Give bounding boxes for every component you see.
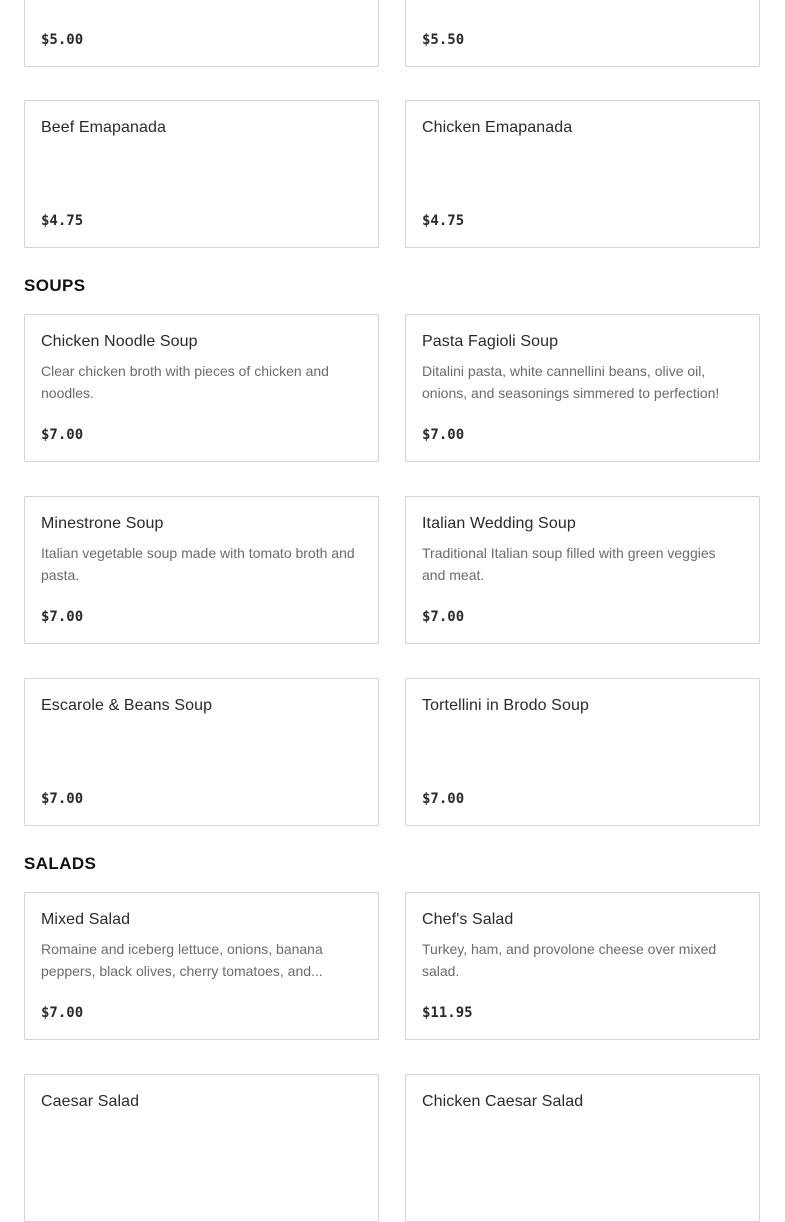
item-name: Mixed Salad [41, 911, 131, 928]
menu-item-card[interactable] [405, 100, 760, 248]
item-name: Pasta Fagioli Soup [422, 333, 559, 350]
menu-item-card[interactable] [24, 1074, 379, 1222]
menu-item-card[interactable] [24, 892, 379, 1040]
item-description: Clear chicken broth with pieces of chicken and noodles. [41, 363, 329, 401]
item-price: $7.00 [41, 427, 84, 443]
item-name: Chicken Caesar Salad [422, 1093, 584, 1110]
menu-item-card[interactable] [24, 678, 379, 826]
item-name: Beef Emapanada [41, 119, 167, 136]
item-description: Traditional Italian soup filled with green veggies and meat. [422, 545, 716, 583]
item-price: $7.00 [422, 609, 465, 625]
menu-item-card[interactable] [24, 496, 379, 644]
item-name: Minestrone Soup [41, 515, 164, 532]
item-price: $7.00 [41, 1005, 84, 1021]
item-name: Chef's Salad [422, 911, 514, 928]
item-price: $5.00 [41, 32, 84, 48]
item-name: Tortellini in Brodo Soup [422, 697, 589, 714]
item-price: $5.50 [422, 32, 465, 48]
menu-item-card[interactable] [405, 1074, 760, 1222]
item-name: Escarole & Beans Soup [41, 697, 213, 714]
item-name: Italian Wedding Soup [422, 515, 576, 532]
menu-item-card[interactable] [24, 100, 379, 248]
item-price: $4.75 [422, 213, 465, 229]
item-price: $7.00 [422, 427, 465, 443]
item-price: $7.00 [422, 791, 465, 807]
item-price: $7.00 [41, 791, 84, 807]
item-price: $4.75 [41, 213, 84, 229]
item-price: $11.95 [422, 1005, 473, 1021]
menu-item-card[interactable] [405, 314, 760, 462]
menu-item-card[interactable] [405, 496, 760, 644]
item-description: Ditalini pasta, white cannellini beans, olive oil, onions, and seasonings simmered to perfection! [422, 363, 720, 401]
item-name: Chicken Emapanada [422, 119, 573, 136]
item-description: Turkey, ham, and provolone cheese over mixed salad. [422, 941, 717, 979]
section-title-salads: SALADS [24, 854, 97, 873]
menu-item-card[interactable] [405, 892, 760, 1040]
item-name: Caesar Salad [41, 1093, 140, 1110]
section-title-soups: SOUPS [24, 276, 86, 295]
item-name: Chicken Noodle Soup [41, 333, 198, 350]
menu-item-card[interactable] [405, 0, 760, 67]
item-price: $7.00 [41, 609, 84, 625]
menu-item-card[interactable] [24, 0, 379, 67]
item-description: Italian vegetable soup made with tomato broth and pasta. [41, 545, 355, 583]
menu-item-card[interactable] [24, 314, 379, 462]
menu-item-card[interactable] [405, 678, 760, 826]
item-description: Romaine and iceberg lettuce, onions, banana peppers, black olives, cherry tomatoes, and... [41, 941, 323, 979]
